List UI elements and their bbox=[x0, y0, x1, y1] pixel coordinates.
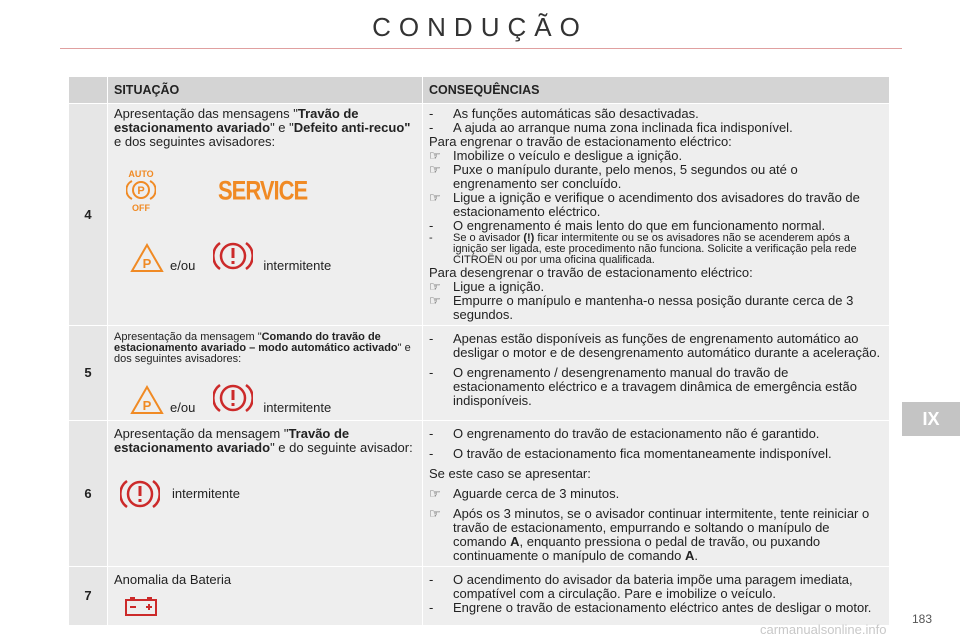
consequence-text: Engrene o travão de estacionamento eléctrico antes de desligar o motor. bbox=[453, 600, 872, 615]
pointer-icon: ☞ bbox=[429, 148, 441, 163]
situation-cell bbox=[108, 326, 423, 421]
flashing-label: intermitente bbox=[172, 486, 240, 501]
consequence-text: As funções automáticas são desactivadas. bbox=[453, 106, 699, 121]
consequence-text: A ajuda ao arranque numa zona inclinada fica indisponível. bbox=[453, 120, 793, 135]
battery-icon bbox=[124, 595, 158, 617]
pointer-icon: ☞ bbox=[429, 190, 441, 205]
table-row bbox=[69, 567, 890, 626]
table-row bbox=[69, 104, 890, 326]
flashing-label: intermitente bbox=[263, 258, 332, 273]
row-number: 7 bbox=[69, 567, 108, 626]
row-number: 4 bbox=[69, 104, 108, 326]
header-number bbox=[69, 77, 108, 104]
consequence-text: Para desengrenar o travão de estacionamento eléctrico: bbox=[429, 265, 753, 280]
consequence-text: O engrenamento / desengrenamento manual do travão de estacionamento eléctrico e a travagem dinâmica de emergência estão indisponíveis. bbox=[453, 365, 857, 408]
chapter-tab: IX bbox=[902, 402, 960, 436]
pointer-icon: ☞ bbox=[429, 162, 441, 177]
and-or-label: e/ou bbox=[170, 258, 196, 273]
consequence-text: Para engrenar o travão de estacionamento eléctrico: bbox=[429, 134, 732, 149]
svg-text:P: P bbox=[142, 398, 152, 413]
situation-text: Apresentação da mensagem "Comando do travão de estacionamento avariado – modo automático activado" e dos seguintes avisadores: bbox=[114, 331, 411, 365]
situation-cell bbox=[108, 567, 423, 626]
consequence-text: Se o avisador (!) ficar intermitente ou se os avisadores não se acenderem após a ignição ser ligada, este procedimento não funciona. Solicite a verificação pela rede CITROËN ou por uma oficina qualificada. bbox=[453, 232, 857, 266]
pointer-icon: ☞ bbox=[429, 506, 441, 521]
brake-fault-icon bbox=[213, 239, 253, 273]
pointer-icon: ☞ bbox=[429, 486, 441, 501]
header-situacao: SITUAÇÃO bbox=[108, 77, 423, 104]
page-number: 183 bbox=[912, 612, 933, 626]
title-divider bbox=[60, 48, 902, 49]
park-warning-icon bbox=[130, 385, 164, 415]
situation-text: Apresentação das mensagens "Travão de estacionamento avariado" e "Defeito anti-recuo" e dos seguintes avisadores: bbox=[114, 106, 411, 149]
and-or-label: e/ou bbox=[170, 400, 196, 415]
table-row bbox=[69, 421, 890, 567]
consequence-text: Apenas estão disponíveis as funções de engrenamento automático ao desligar o motor e de desengrenamento automático durante a aceleração. bbox=[453, 331, 881, 360]
situation-cell bbox=[108, 421, 423, 567]
brake-fault-icon bbox=[213, 381, 253, 415]
consequences-cell: - Apenas estão disponíveis as funções de engrenamento automático ao desligar o motor e de desengrenamento automático durante a aceleração. - O engrenamento / desengrenamento manual do travão de estacionamento eléctrico e a travagem dinâmica de emergência estão indisponíveis. bbox=[423, 326, 890, 421]
svg-text:P: P bbox=[142, 256, 152, 271]
pointer-icon: ☞ bbox=[429, 293, 441, 308]
situation-text: Apresentação da mensagem "Travão de estacionamento avariado" e do seguinte avisador: bbox=[114, 426, 413, 455]
consequence-text: O engrenamento do travão de estacionamento não é garantido. bbox=[453, 426, 820, 441]
row-number: 6 bbox=[69, 421, 108, 567]
pointer-icon: ☞ bbox=[429, 279, 441, 294]
park-warning-icon bbox=[130, 243, 164, 273]
consequence-text: Se este caso se apresentar: bbox=[429, 466, 591, 481]
consequences-cell: - O acendimento do avisador da bateria impõe uma paragem imediata, compatível com a circulação. Pare e imobilize o veículo. - Engrene o travão de estacionamento eléctrico antes de desligar o motor. bbox=[423, 567, 890, 626]
table-row bbox=[69, 326, 890, 421]
table-header-row bbox=[69, 77, 890, 104]
flashing-label: intermitente bbox=[263, 400, 332, 415]
consequences-cell: - O engrenamento do travão de estacionamento não é garantido. - O travão de estacionamento fica momentaneamente indisponível. Se este caso se apresentar: ☞ Aguarde cerca de 3 minutos. ☞ Após os 3 minutos, se o avisador continuar intermitente, tente reiniciar o travão de estacionamento, empurrando e soltando o manípulo de comando A, enquanto pressiona o pedal de travão, ou puxando continuamente o manípulo de comando A. bbox=[423, 421, 890, 567]
header-consequencias: CONSEQUÊNCIAS bbox=[423, 77, 890, 104]
consequence-text: O travão de estacionamento fica momentaneamente indisponível. bbox=[453, 446, 832, 461]
consequence-text: O engrenamento é mais lento do que em funcionamento normal. bbox=[453, 218, 826, 233]
situation-table bbox=[68, 76, 890, 626]
auto-p-off-icon: AUTO P OFF bbox=[128, 169, 154, 213]
watermark: carmanualsonline.info bbox=[760, 622, 887, 637]
consequence-text: Após os 3 minutos, se o avisador continuar intermitente, tente reiniciar o travão de estacionamento, empurrando e soltando o manípulo de comando A, enquanto pressiona o pedal de travão, ou puxando continuamente o manípulo de comando A. bbox=[453, 506, 870, 563]
consequences-cell: - As funções automáticas são desactivadas. - A ajuda ao arranque numa zona inclinada fica indisponível. Para engrenar o travão de estacionamento eléctrico: ☞ Imobilize o veículo e desligue a ignição. ☞ Puxe o manípulo durante, pelo menos, 5 segundos ou até o engrenamento ser concluído. ☞ Ligue a ignição e verifique o acendimento dos avisadores do travão de estacionamento eléctrico. - O engrenamento é mais lento do que em funcionamento normal. - Se o avisador (!) ficar intermitente ou se os avisadores não se acenderem após a ignição ser ligada, este procedimento não funciona. Solicite a verificação pela rede CITROËN ou por uma oficina qualificada. Para desengrenar o travão de estacionamento eléctrico: ☞ Ligue a ignição. ☞ Empurre o manípulo e mantenha-o nessa posição durante cerca de 3 segundos. bbox=[423, 104, 890, 326]
row-number: 5 bbox=[69, 326, 108, 421]
situation-text: Anomalia da Bateria bbox=[114, 572, 232, 587]
page-title: CONDUÇÃO bbox=[372, 12, 588, 42]
brake-fault-icon bbox=[120, 477, 160, 511]
service-icon: SERVICE bbox=[218, 175, 308, 206]
situation-cell bbox=[108, 104, 423, 326]
consequence-text: O acendimento do avisador da bateria impõe uma paragem imediata, compatível com a circulação. Pare e imobilize o veículo. bbox=[453, 572, 853, 601]
svg-text:P: P bbox=[137, 185, 145, 197]
